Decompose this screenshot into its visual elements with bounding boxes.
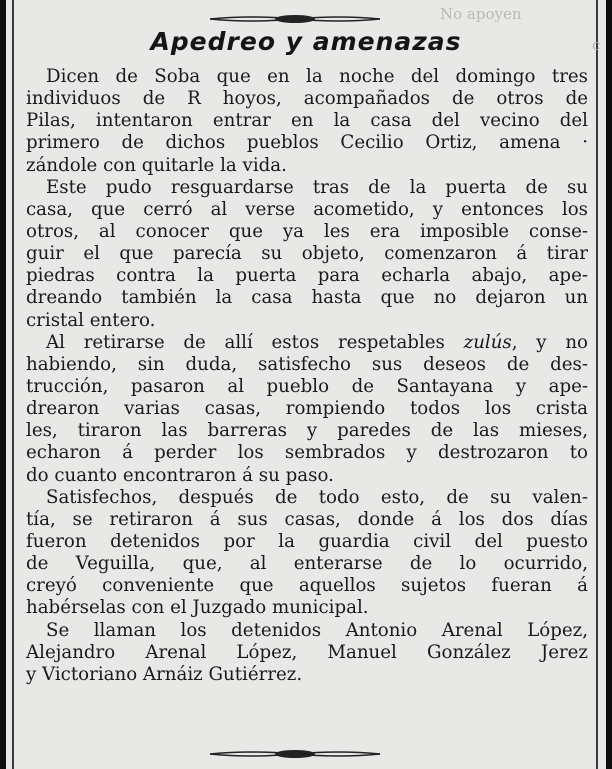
article-line bbox=[26, 332, 588, 354]
scan-border-right bbox=[606, 0, 612, 769]
text-segment: trucción, pasaron al pueblo de Santayana y ape- bbox=[26, 375, 588, 397]
article-line bbox=[26, 243, 588, 265]
text-segment: habiendo, sin duda, satisfecho sus deseos de des- bbox=[26, 353, 588, 375]
article-line bbox=[26, 553, 588, 575]
article-line bbox=[26, 354, 588, 376]
text-segment: Se llaman los detenidos Antonio Arenal López, bbox=[46, 619, 588, 641]
article-line bbox=[26, 88, 588, 110]
text-segment: Alejandro Arenal López, Manuel González Jerez bbox=[26, 641, 588, 663]
bleed-through-text: No apoyen bbox=[440, 5, 522, 23]
text-segment: les, tiraron las barreras y paredes de las mieses, bbox=[26, 420, 588, 442]
text-segment: echaron á perder los sembrados y destrozaron to bbox=[26, 442, 588, 464]
bleed-through-text: c bbox=[592, 36, 601, 54]
text-segment: creyó conveniente que aquellos sujetos fueran á bbox=[26, 575, 588, 597]
article-line bbox=[26, 465, 588, 487]
article-line bbox=[26, 420, 588, 442]
top-ornament-rule bbox=[210, 14, 380, 24]
text-segment: Al retirarse de allí estos respetables bbox=[46, 331, 464, 353]
text-segment: zulús bbox=[463, 331, 512, 353]
text-segment: de Veguilla, que, al enterarse de lo ocurrido, bbox=[26, 553, 588, 575]
text-segment: guir el que parecía su objeto, comenzaron á tirar bbox=[26, 243, 588, 265]
text-segment: primero de dichos pueblos Cecilio Ortiz, amena · bbox=[26, 132, 588, 154]
text-segment: zándole con quitarle la vida. bbox=[26, 154, 287, 176]
article-line bbox=[26, 509, 588, 531]
text-segment: , y no bbox=[511, 331, 588, 353]
article-line bbox=[26, 597, 588, 619]
article-line bbox=[26, 620, 588, 642]
article-line bbox=[26, 398, 588, 420]
article-line bbox=[26, 265, 588, 287]
column-rule-left bbox=[12, 0, 14, 769]
article-headline: Apedreo y amenazas bbox=[150, 27, 462, 56]
text-segment: do cuanto encontraron á su paso. bbox=[26, 464, 334, 486]
text-segment: y Victoriano Arnáiz Gutiérrez. bbox=[26, 663, 303, 685]
text-segment: otros, al conocer que ya les era imposible conse- bbox=[26, 220, 588, 242]
text-segment: Satisfechos, después de todo esto, de su valen- bbox=[46, 486, 588, 508]
article-line bbox=[26, 110, 588, 132]
article-line bbox=[26, 310, 588, 332]
text-segment: tía, se retiraron á sus casas, donde á los dos días bbox=[26, 508, 588, 530]
text-segment: Dicen de Soba que en la noche del domingo tres bbox=[46, 66, 588, 87]
article-line bbox=[26, 531, 588, 553]
text-segment: fueron detenidos por la guardia civil del puesto bbox=[26, 530, 588, 552]
text-segment: Pilas, intentaron entrar en la casa del vecino del bbox=[26, 110, 588, 132]
article-line bbox=[26, 155, 588, 177]
article-body bbox=[26, 66, 588, 686]
text-segment: Este pudo resguardarse tras de la puerta de su bbox=[46, 176, 588, 198]
article-line bbox=[26, 664, 588, 686]
scan-border-left bbox=[0, 0, 6, 769]
bottom-ornament-rule bbox=[210, 749, 380, 759]
article-line bbox=[26, 376, 588, 398]
article-line bbox=[26, 442, 588, 464]
column-rule-right bbox=[596, 0, 598, 769]
text-segment: individuos de R hoyos, acompañados de otros de bbox=[26, 88, 588, 110]
text-segment: habérselas con el Juzgado municipal. bbox=[26, 597, 369, 619]
article-line bbox=[26, 642, 588, 664]
article-line bbox=[26, 177, 588, 199]
text-segment: cristal entero. bbox=[26, 309, 156, 331]
article-line bbox=[26, 221, 588, 243]
article-line bbox=[26, 287, 588, 309]
text-segment: casa, que cerró al verse acometido, y entonces los bbox=[26, 198, 588, 220]
text-segment: piedras contra la puerta para echarla abajo, ape- bbox=[26, 265, 588, 287]
text-segment: dreando también la casa hasta que no dejaron un bbox=[26, 287, 588, 309]
article-line bbox=[26, 575, 588, 597]
text-segment: drearon varias casas, rompiendo todos los crista bbox=[26, 398, 588, 420]
article-line bbox=[26, 132, 588, 154]
article-line bbox=[26, 487, 588, 509]
article-line bbox=[26, 199, 588, 221]
article-line bbox=[26, 66, 588, 88]
